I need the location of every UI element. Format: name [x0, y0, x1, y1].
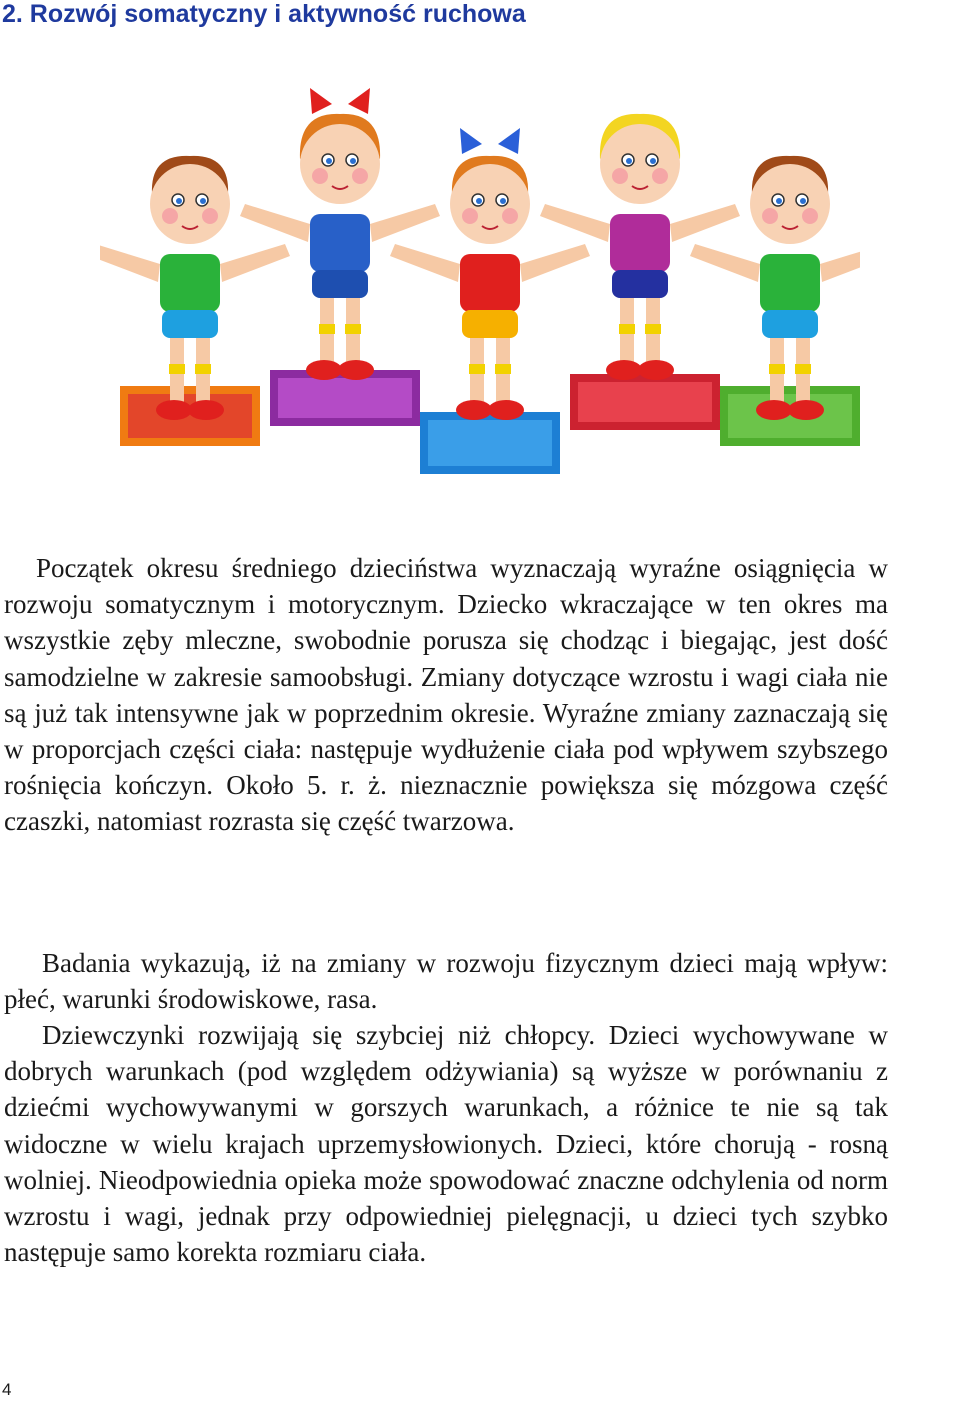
- paragraph-2: Badania wykazują, iż na zmiany w rozwoju fizycznym dzieci mają wpływ: płeć, warunki środowiskowe, rasa.: [4, 948, 888, 1015]
- page-number: 4: [2, 1380, 12, 1399]
- paragraph-3: Dziewczynki rozwijają się szybciej niż chłopcy. Dzieci wychowywane w dobrych warunkach (pod względem odżywiania) są wyższe w porównaniu z dziećmi wychowywanymi w gorszych warunkach, a różnice te nie są tak widoczne w wielu krajach uprzemysłowionych. Dzieci, które chorują - rosną wolniej. Nieodpowiednia opieka może spowodować znaczne odchylenia od norm wzrostu i wagi, jednak przy odpowiedniej pielęgnacji, u dzieci tych szybko następuje samo korekta rozmiaru ciała.: [4, 1020, 888, 1268]
- section-heading: 2. Rozwój somatyczny i aktywność ruchowa: [2, 0, 526, 28]
- children-exercising-illustration: [100, 64, 860, 476]
- paragraph-1: Początek okresu średniego dzieciństwa wyznaczają wyraźne osiągnięcia w rozwoju somatycznym i motorycznym. Dziecko wkraczające w ten okres ma wszystkie zęby mleczne, swobodnie porusza się chodząc i biegając, jest dość samodzielne w zakresie samoobsługi. Zmiany dotyczące wzrostu i wagi ciała nie są już tak intensywne jak w poprzednim okresie. Wyraźne zmiany zaznaczają się w proporcjach części ciała: następuje wydłużenie ciała pod wpływem szybszego rośnięcia kończyn. Około 5. r. ż. nieznacznie powiększa się mózgowa część czaszki, natomiast rozrasta się część twarzowa.: [4, 553, 888, 837]
